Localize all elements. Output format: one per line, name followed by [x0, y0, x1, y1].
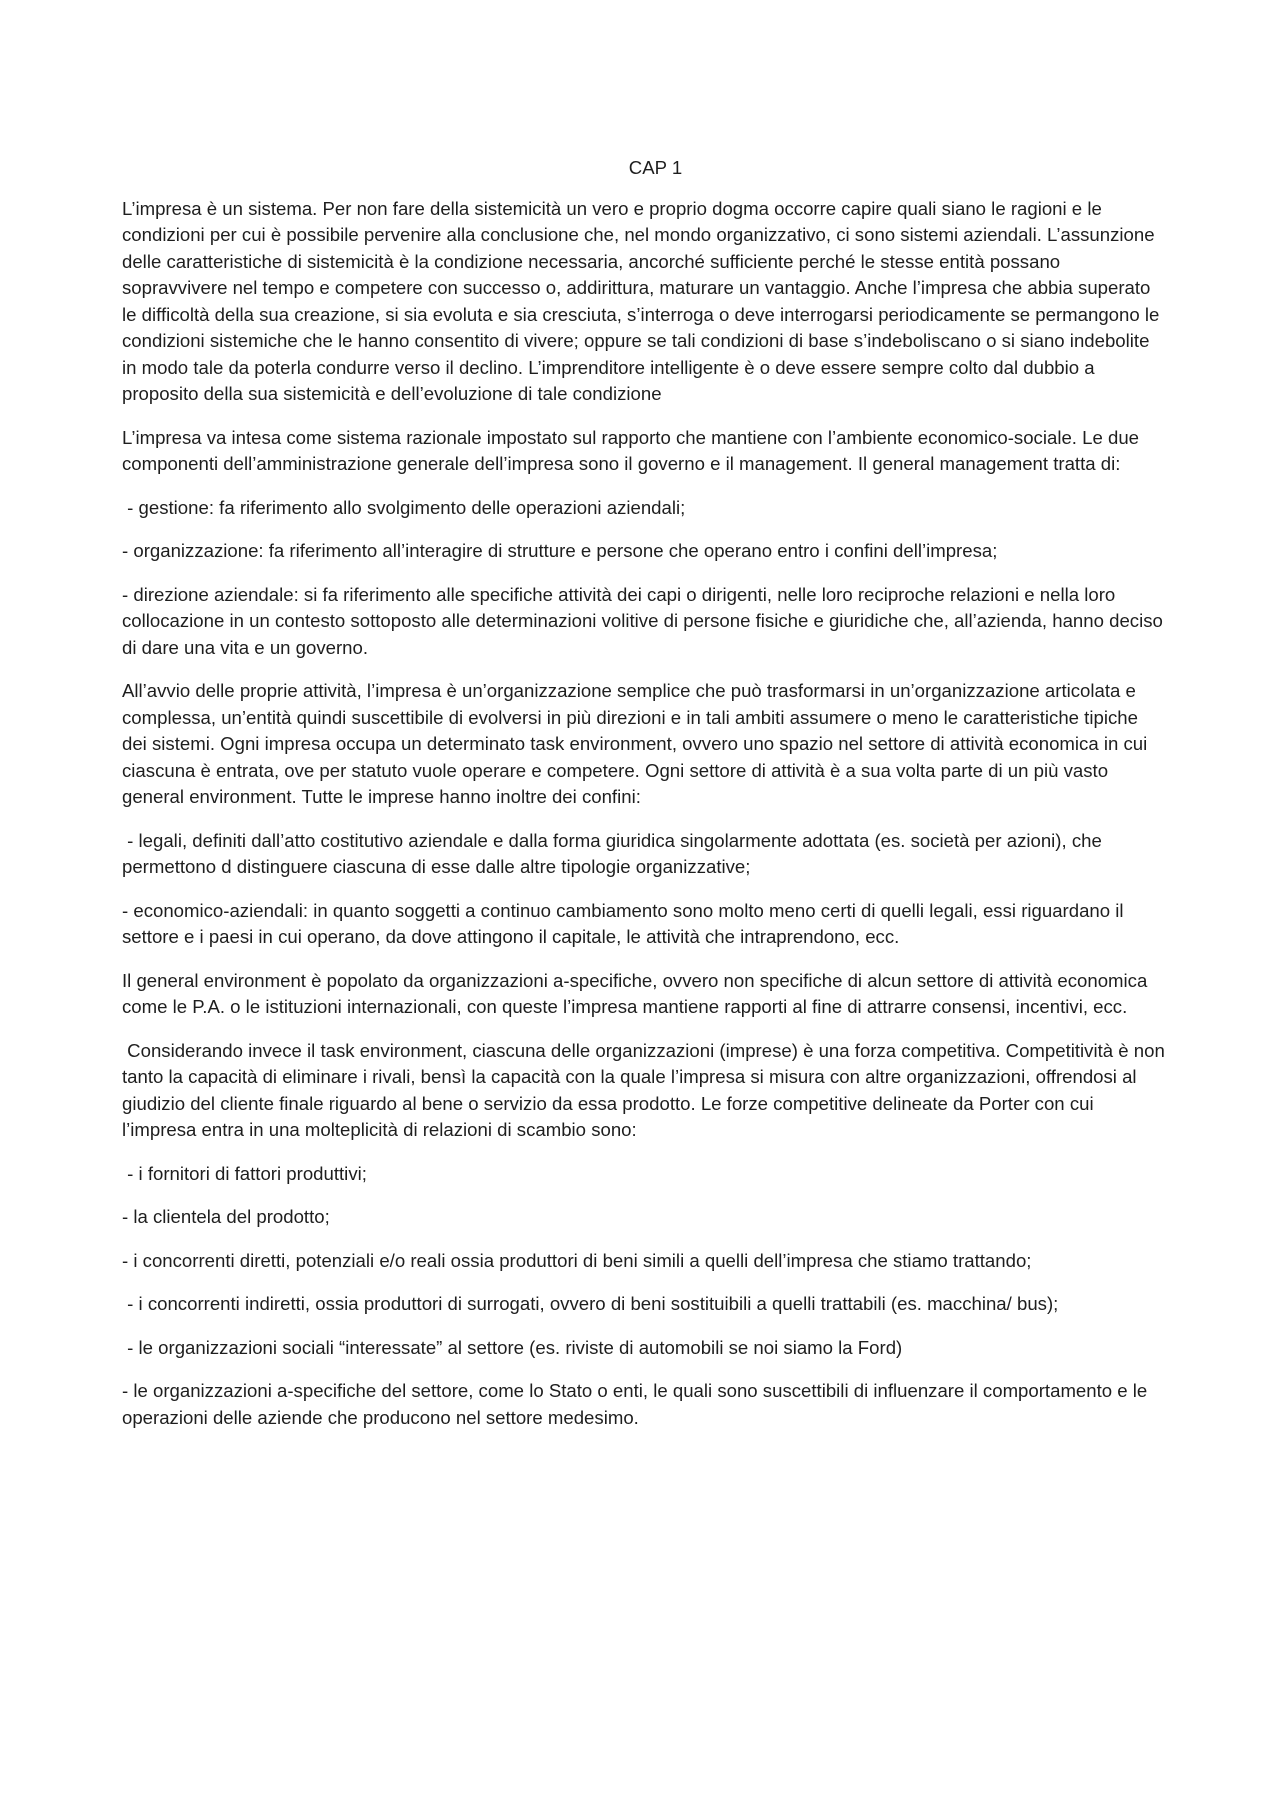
list-item-concorrenti-indiretti: - i concorrenti indiretti, ossia produttori di surrogati, ovvero di beni sostituibili a quelli trattabili (es. macchina/ bus);	[122, 1293, 1059, 1314]
list-item-direzione-aziendale: - direzione aziendale: si fa riferimento alle specifiche attività dei capi o dirigenti, nelle loro reciproche relazioni e nella loro collocazione in un contesto sottoposto alle determinazioni volitive di persone fisiche e giuridiche che, all’azienda, hanno deciso di dare una vita e un governo.	[122, 583, 1169, 658]
list-item-fornitori: - i fornitori di fattori produttivi;	[122, 1162, 367, 1184]
document-body	[122, 155, 1170, 1448]
list-item-organizzazioni-a-specifiche: - le organizzazioni a-specifiche del settore, come lo Stato o enti, le quali sono suscettibili di influenzare il comportamento e le operazioni delle aziende che producono nel settore medesimo.	[122, 1380, 1153, 1428]
paragraph-task-environment: All’avvio delle proprie attività, l’impresa è un’organizzazione semplice che può trasformarsi in un’organizzazione articolata e complessa, un’entità quindi suscettibile di evolversi in più direzioni e in tali ambiti assumere o meno le caratteristiche tipiche dei sistemi. Ogni impresa occupa un determinato task environment, ovvero uno spazio nel settore di attività economica in cui ciascuna è entrata, ove per statuto vuole operare e competere. Ogni settore di attività è a sua volta parte di un più vasto general environment. Tutte le imprese hanno inoltre dei confini:	[122, 680, 1153, 807]
chapter-title: CAP 1	[628, 157, 683, 178]
paragraph-rational-system: L’impresa va intesa come sistema razionale impostato sul rapporto che mantiene con l’ambiente economico-sociale. Le due componenti dell’amministrazione generale dell’impresa sono il governo e il management. Il general management tratta di:	[122, 426, 1145, 474]
list-item-clientela: - la clientela del prodotto;	[122, 1206, 330, 1227]
paragraph-competitive-forces: Considerando invece il task environment, ciascuna delle organizzazioni (imprese) è una forza competitiva. Competitività è non tanto la capacità di eliminare i rivali, bensì la capacità con la quale l’impresa si misura con altre organizzazioni, offrendosi al giudizio del cliente finale riguardo al bene o servizio da essa prodotto. Le forze competitive delineate da Porter con cui l’impresa entra in una molteplicità di relazioni di scambio sono:	[122, 1039, 1170, 1140]
paragraph-general-environment: Il general environment è popolato da organizzazioni a-specifiche, ovvero non specifiche di alcun settore di attività economica come le P.A. o le istituzioni internazionali, con queste l’impresa mantiene rapporti al fine di attrarre consensi, incentivi, ecc.	[122, 969, 1153, 1017]
list-item-gestione: - gestione: fa riferimento allo svolgimento delle operazioni aziendali;	[122, 496, 686, 518]
list-item-confini-legali: - legali, definiti dall’atto costitutivo aziendale e dalla forma giuridica singolarmente adottata (es. società per azioni), che permettono d distinguere ciascuna di esse dalle altre tipologie organizzative;	[122, 829, 1107, 877]
list-item-organizzazione: - organizzazione: fa riferimento all’interagire di strutture e persone che operano entro i confini dell’impresa;	[122, 540, 998, 561]
list-item-organizzazioni-sociali: - le organizzazioni sociali “interessate” al settore (es. riviste di automobili se noi siamo la Ford)	[122, 1336, 903, 1358]
list-item-confini-economico-aziendali: - economico-aziendali: in quanto soggetti a continuo cambiamento sono molto meno certi di quelli legali, essi riguardano il settore e i paesi in cui operano, da dove attingono il capitale, le attività che intraprendono, ecc.	[122, 899, 1129, 947]
list-item-concorrenti-diretti: - i concorrenti diretti, potenziali e/o reali ossia produttori di beni simili a quelli dell’impresa che stiamo trattando;	[122, 1249, 1032, 1271]
paragraph-intro-system: L’impresa è un sistema. Per non fare della sistemicità un vero e proprio dogma occorre capire quali siano le ragioni e le condizioni per cui è possibile pervenire alla conclusione che, nel mondo organizzativo, ci sono sistemi aziendali. L’assunzione delle caratteristiche di sistemicità è la condizione necessaria, ancorché sufficiente perché le stesse entità possano sopravvivere nel tempo e competere con successo o, addirittura, maturare un vantaggio. Anche l’impresa che abbia superato le difficoltà della sua creazione, si sia evoluta e sia cresciuta, s’interroga o deve interrogarsi periodicamente se permangono le condizioni sistemiche che le hanno consentito di vivere; oppure se tali condizioni di base s’indeboliscano o si siano indebolite in modo tale da poterla condurre verso il declino. L’imprenditore intelligente è o deve essere sempre colto dal dubbio a proposito della sua sistemicità e dell’evoluzione di tale condizione	[122, 197, 1165, 404]
